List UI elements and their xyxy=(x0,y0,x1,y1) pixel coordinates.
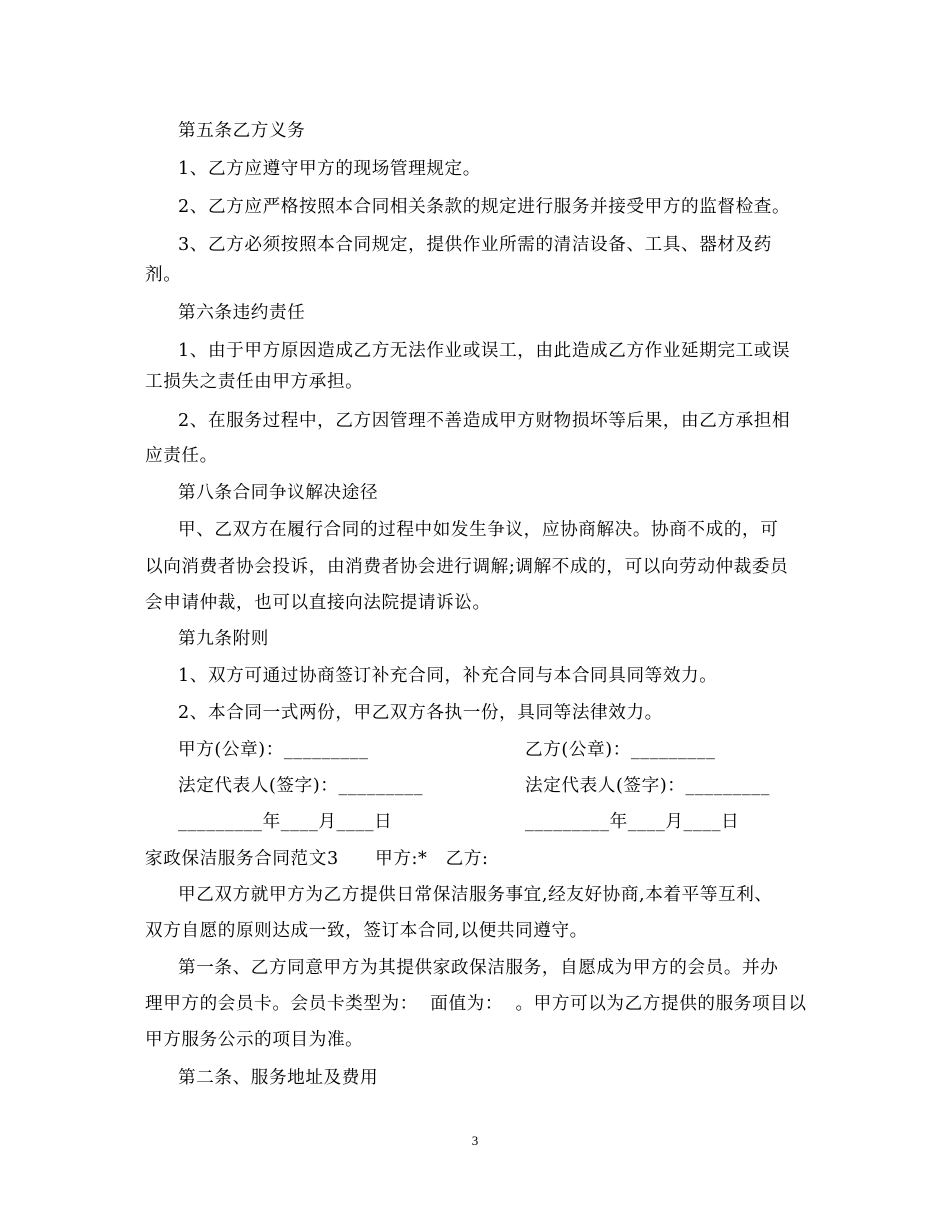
article-6-item-1-cont: 工损失之责任由甲方承担。 xyxy=(145,372,364,392)
article-5-heading: 第五条乙方义务 xyxy=(178,121,306,141)
party-b-seal: 乙方(公章)：_________ xyxy=(525,740,716,760)
article-6-item-1: 1、由于甲方原因造成乙方无法作业或误工，由此造成乙方作业延期完工或误 xyxy=(178,341,791,361)
article-6-heading: 第六条违约责任 xyxy=(178,303,306,323)
article-9-heading: 第九条附则 xyxy=(178,629,269,649)
contract-3-title: 家政保洁服务合同范文3 甲方:* 乙方: xyxy=(145,849,489,869)
article-9-item-1: 1、双方可通过协商签订补充合同，补充合同与本合同具同等效力。 xyxy=(178,666,718,686)
article-8-para-line-3: 会申请仲裁，也可以直接向法院提请诉讼。 xyxy=(145,593,491,613)
party-a-seal: 甲方(公章)：_________ xyxy=(178,740,369,760)
page-number: 3 xyxy=(471,1133,479,1148)
party-a-date: _________年____月____日 xyxy=(178,812,393,832)
article-5-item-2: 2、乙方应严格按照本合同相关条款的规定进行服务并接受甲方的监督检查。 xyxy=(178,197,791,217)
contract-3-intro-line-2: 双方自愿的原则达成一致，签订本合同,以便共同遵守。 xyxy=(145,921,588,941)
contract-3-article-2-heading: 第二条、服务地址及费用 xyxy=(178,1068,379,1088)
party-b-date: _________年____月____日 xyxy=(525,812,740,832)
article-8-para-line-2: 以向消费者协会投诉，由消费者协会进行调解;调解不成的，可以向劳动仲裁委员 xyxy=(145,557,789,577)
contract-3-article-1-line-1: 第一条、乙方同意甲方为其提供家政保洁服务，自愿成为甲方的会员。并办 xyxy=(178,958,779,978)
contract-3-article-1-line-3: 甲方服务公示的项目为准。 xyxy=(145,1030,364,1050)
article-9-item-2: 2、本合同一式两份，甲乙双方各执一份，具同等法律效力。 xyxy=(178,703,663,723)
contract-3-intro-line-1: 甲乙双方就甲方为乙方提供日常保洁服务事宜,经友好协商,本着平等互利、 xyxy=(178,885,773,905)
article-5-item-3-cont: 剂。 xyxy=(145,265,182,285)
article-6-item-2: 2、在服务过程中，乙方因管理不善造成甲方财物损坏等后果，由乙方承担相 xyxy=(178,411,791,431)
article-5-item-3: 3、乙方必须按照本合同规定，提供作业所需的清洁设备、工具、器材及药 xyxy=(178,235,772,255)
contract-3-article-1-line-2: 理甲方的会员卡。会员卡类型为： 面值为： 。甲方可以为乙方提供的服务项目以 xyxy=(145,994,807,1014)
article-5-item-1: 1、乙方应遵守甲方的现场管理规定。 xyxy=(178,159,481,179)
article-8-heading: 第八条合同争议解决途径 xyxy=(178,483,379,503)
party-a-representative: 法定代表人(签字)：_________ xyxy=(178,776,424,796)
article-8-para-line-1: 甲、乙双方在履行合同的过程中如发生争议，应协商解决。协商不成的，可 xyxy=(178,520,779,540)
party-b-representative: 法定代表人(签字)：_________ xyxy=(525,776,771,796)
article-6-item-2-cont: 应责任。 xyxy=(145,446,218,466)
